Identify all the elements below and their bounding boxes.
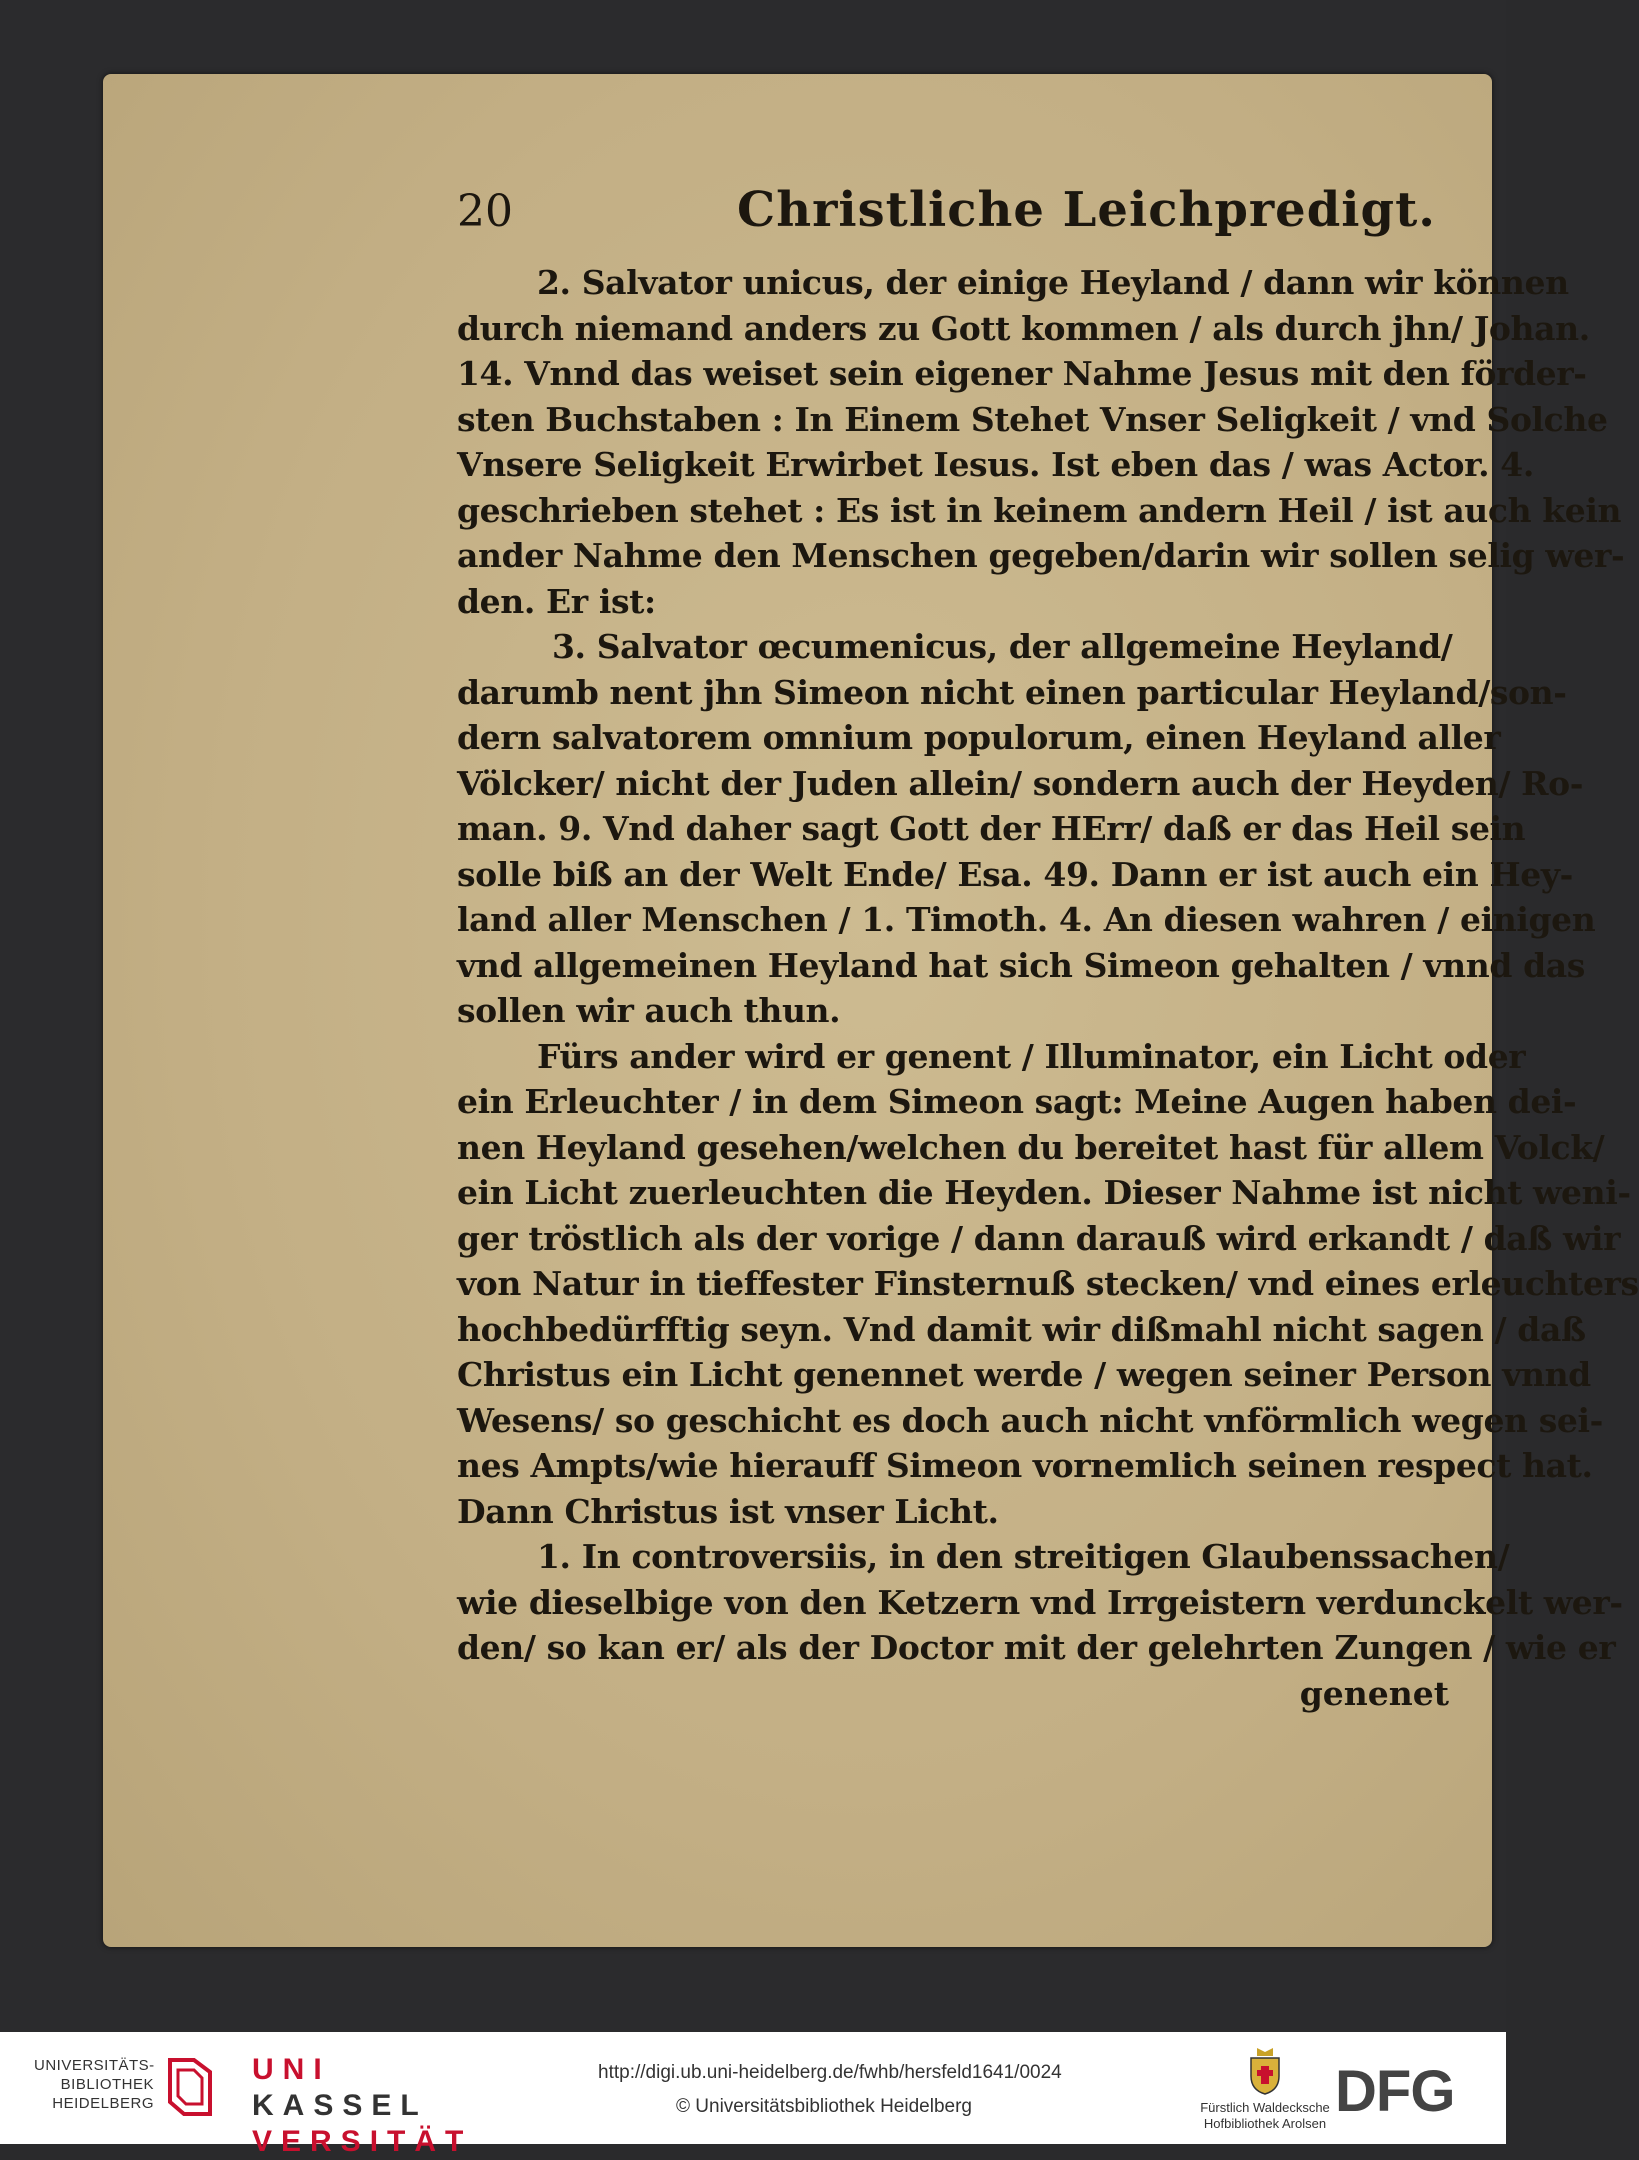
text-line: Wesens/ so geschicht es doch auch nicht vnförmlich wegen sei-	[457, 1400, 1603, 1440]
paragraph	[457, 1034, 1639, 1535]
ub-heidelberg-mark-icon	[164, 2056, 216, 2118]
running-title: Christliche Leichpredigt.	[737, 182, 1436, 238]
ub-heidelberg-name: UNIVERSITÄTS- BIBLIOTHEK HEIDELBERG	[34, 2057, 155, 2112]
text-line: dern salvatorem omnium populorum, einen Heyland aller	[457, 718, 1501, 757]
text-line: 2. Salvator unicus, der einige Heyland / dann wir können	[537, 263, 1569, 302]
ub-heidelberg-logo[interactable]	[34, 2050, 244, 2130]
text-line: Vnsere Seligkeit Erwirbet Iesus. Ist eben das / was Actor. 4.	[457, 445, 1534, 484]
copyright-notice: © Universitätsbibliothek Heidelberg	[676, 2096, 972, 2117]
text-line: solle biß an der Welt Ende/ Esa. 49. Dann er ist auch ein Hey-	[457, 854, 1573, 894]
text-line: 1. In controversiis, in den streitigen Glaubenssachen/	[537, 1537, 1510, 1576]
text-line: nes Ampts/wie hierauff Simeon vornemlich seinen respect hat.	[457, 1446, 1593, 1485]
text-line: Fürs ander wird er genent / Illuminator, ein Licht oder	[537, 1036, 1526, 1076]
text-line: man. 9. Vnd daher sagt Gott der HErr/ daß er das Heil sein	[457, 809, 1526, 848]
paragraph	[457, 260, 1625, 624]
text-line: hochbedürfftig seyn. Vnd damit wir dißmahl nicht sagen / daß	[457, 1309, 1586, 1349]
text-line: Christus ein Licht genennet werde / wegen seiner Person vnnd	[457, 1355, 1591, 1394]
text-line: durch niemand anders zu Gott kommen / als durch jhn/ Johan.	[457, 308, 1590, 348]
dfg-logo[interactable]: DFG	[1335, 2059, 1455, 2124]
page-header	[457, 182, 1449, 260]
text-line: Völcker/ nicht der Juden allein/ sondern auch der Heyden/ Ro-	[457, 763, 1584, 803]
catchword: genenet	[1299, 1673, 1449, 1713]
arolsen-library-name: Fürstlich Waldecksche Hofbibliothek Arolsen	[1200, 2100, 1330, 2131]
permalink-url[interactable]: http://digi.ub.uni-heidelberg.de/fwhb/hersfeld1641/0024	[598, 2062, 1062, 2083]
text-line: sollen wir auch thun.	[457, 991, 841, 1030]
page-body	[457, 260, 1639, 1671]
text-line: geschrieben stehet : Es ist in keinem andern Heil / ist auch kein	[457, 490, 1622, 530]
text-line: 3. Salvator œcumenicus, der allgemeine Heyland/	[552, 627, 1453, 666]
coat-of-arms-icon	[1245, 2046, 1285, 2096]
paragraph	[457, 624, 1596, 1034]
text-line: 14. Vnnd das weiset sein eigener Nahme Jesus mit den förder-	[457, 354, 1587, 393]
text-line: wie dieselbige von den Ketzern vnd Irrgeistern verdunckelt wer-	[457, 1582, 1623, 1622]
text-line: darumb nent jhn Simeon nicht einen particular Heyland/son-	[457, 672, 1567, 712]
text-line: nen Heyland gesehen/welchen du bereitet hast für allem Volck/	[457, 1127, 1605, 1167]
paragraph	[457, 1534, 1623, 1671]
text-line: ein Licht zuerleuchten die Heyden. Dieser Nahme ist nicht weni-	[457, 1173, 1631, 1212]
text-line: sten Buchstaben : In Einem Stehet Vnser Seligkeit / vnd Solche	[457, 399, 1608, 439]
text-line: vnd allgemeinen Heyland hat sich Simeon gehalten / vnnd das	[457, 945, 1585, 985]
text-line: ein Erleuchter / in dem Simeon sagt: Meine Augen haben dei-	[457, 1082, 1577, 1121]
page-text-block	[457, 182, 1639, 1716]
footer-bar	[0, 2032, 1506, 2158]
text-line: von Natur in tieffester Finsternuß stecken/ vnd eines erleuchters	[457, 1264, 1639, 1303]
text-line: land aller Menschen / 1. Timoth. 4. An diesen wahren / einigen	[457, 900, 1596, 939]
text-line: ger tröstlich als der vorige / dann darauß wird erkandt / daß wir	[457, 1218, 1621, 1258]
uni-kassel-logo[interactable]: UNI KASSEL VERSITÄT	[252, 2053, 473, 2158]
text-line: Dann Christus ist vnser Licht.	[457, 1491, 999, 1531]
text-line: den. Er ist:	[457, 581, 656, 621]
text-line: den/ so kan er/ als der Doctor mit der gelehrten Zungen / wie er	[457, 1628, 1616, 1667]
text-line: ander Nahme den Menschen gegeben/darin wir sollen selig wer-	[457, 536, 1625, 575]
arolsen-library-logo[interactable]	[1180, 2046, 1350, 2140]
page-number: 20	[457, 186, 513, 237]
